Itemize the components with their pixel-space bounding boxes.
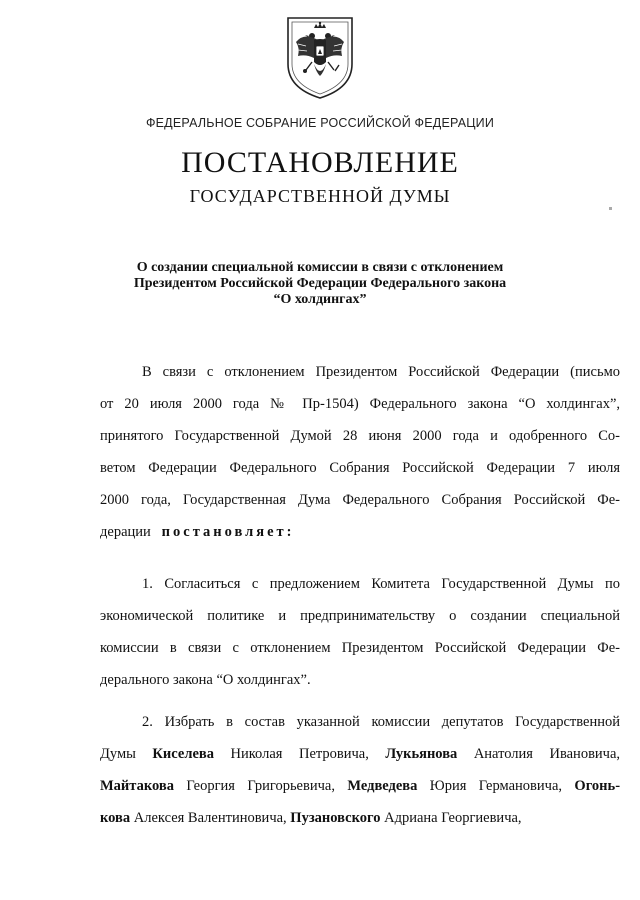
deputy-surname: Майтакова [100,778,174,794]
clause-line: комиссии в связи с отклонением Президентом Российской Федерации Фе- [100,640,620,656]
coat-of-arms-icon [284,14,356,100]
deputy-name: Николая Петровича, [230,746,369,762]
document-type: ПОСТАНОВЛЕНИЕ [181,146,459,179]
preamble-line: принятого Государственной Думой 28 июня 2000 года и одобренного Со- [100,428,620,444]
deputy-surname: Медведева [347,778,418,794]
deputy-surname: Лукьянова [385,746,458,762]
clause-text: Думы [100,746,136,762]
document-issuer: ГОСУДАРСТВЕННОЙ ДУМЫ [189,186,451,206]
clause-line: 1. Согласиться с предложением Комитета Государственной Думы по [142,576,620,592]
deputy-surname: кова [100,810,131,826]
deputy-name: Юрия Германовича, [429,778,563,794]
preamble-line: 2000 года, Государственная Дума Федерального Собрания Российской Фе- [100,492,620,508]
preamble-line [100,516,620,548]
preamble-paragraph [100,356,620,548]
clause-line: дерального закона “О холдингах”. [100,672,311,688]
clause-1 [100,568,620,696]
title-line: О создании специальной комиссии в связи с отклонением [136,260,504,275]
clause-line: 2. Избрать в состав указанной комиссии депутатов Государственной [142,714,620,730]
deputy-name: Георгия Григорьевича, [186,778,335,794]
deputy-surname: Пузановского [290,810,381,826]
clause-line [100,770,620,802]
parliament-name: ФЕДЕРАЛЬНОЕ СОБРАНИЕ РОССИЙСКОЙ ФЕДЕРАЦИИ [145,116,495,130]
clause-line: экономической политике и предпринимательству о создании специальной [100,608,620,624]
preamble-line: В связи с отклонением Президентом Российской Федерации (письмо [142,364,620,380]
resolves-word: постановляет: [161,524,295,540]
clause-line [100,802,620,834]
document-title [120,260,520,308]
title-line: Президентом Российской Федерации Федерального закона [133,276,507,291]
clause-line [100,738,620,770]
deputy-name: Алексея Валентиновича, [133,810,287,826]
preamble-line-start: дерации [100,524,151,540]
preamble-line: ветом Федерации Федерального Собрания Российской Федерации 7 июля [100,460,620,476]
deputy-name: Адриана Георгиевича, [384,810,522,826]
scan-speck [609,207,612,210]
deputy-surname: Киселева [152,746,214,762]
deputy-surname: Огонь- [574,778,621,794]
clause-2 [100,706,620,834]
title-line: “О холдингах” [273,292,367,307]
deputy-name: Анатолия Ивановича, [473,746,621,762]
preamble-line: от 20 июля 2000 года № Пр-1504) Федерального закона “О холдингах”, [100,396,620,412]
